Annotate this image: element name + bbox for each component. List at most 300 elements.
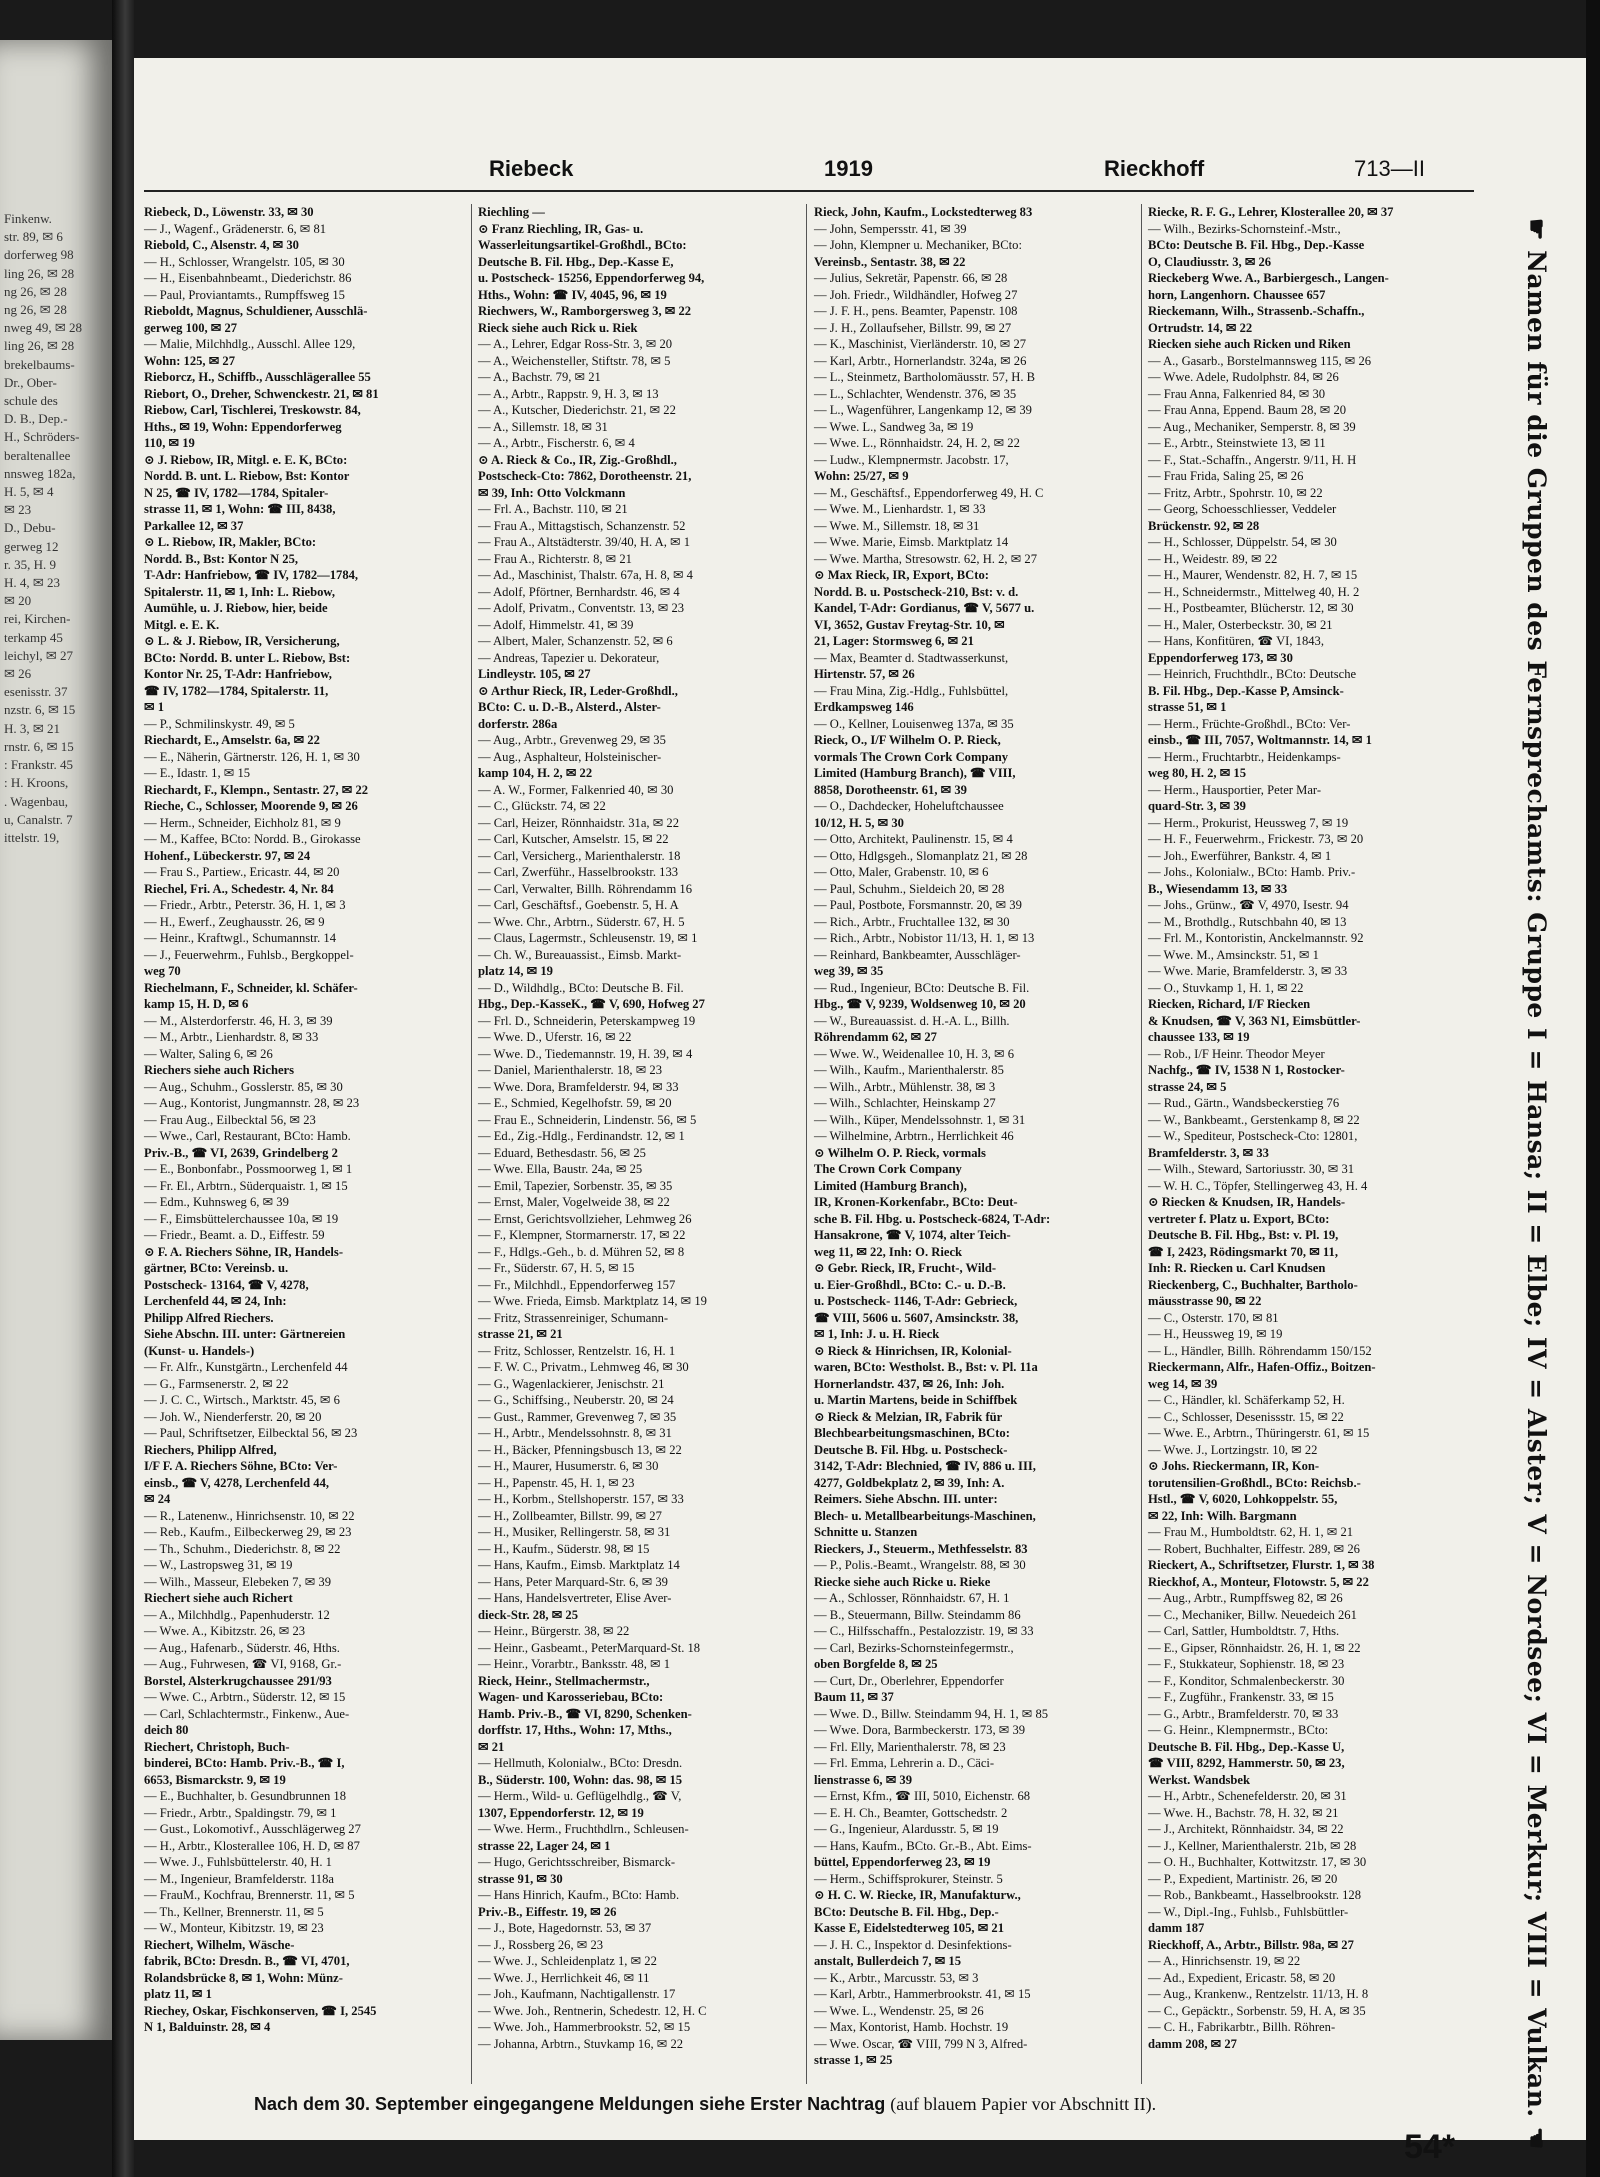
directory-entry-line: Hbg., ☎ V, 9239, Woldsenweg 10, ✉ 20 [814, 997, 1026, 1011]
directory-entry-line: — Wwe. Oscar, ☎ VIII, 799 N 3, Alfred- [814, 2036, 1028, 2051]
directory-entry-line: — F. W. C., Privatm., Lehmweg 46, ✉ 30 [478, 1360, 689, 1374]
directory-entry-line: strasse 24, ✉ 5 [1148, 1079, 1227, 1094]
directory-entry-line: einsb., ☎ V, 4278, Lerchenfeld 44, [144, 1475, 330, 1490]
directory-entry-line: Limited (Hamburg Branch), [814, 1178, 967, 1193]
directory-entry-line: — Friedr., Arbtr., Peterstr. 36, H. 1, ✉ 3 [144, 898, 346, 912]
directory-entry-line: ✉ 1, Inh: J. u. H. Rieck [814, 1327, 940, 1341]
directory-entry-line: — H., Maurer, Wendenstr. 82, H. 7, ✉ 15 [1148, 568, 1358, 582]
directory-entry-line: Kandel, T-Adr: Gordianus, ☎ V, 5677 u. [814, 601, 1035, 615]
directory-entry-line: — Wwe. Marie, Eimsb. Marktplatz 14 [814, 535, 1009, 549]
directory-entry-line: Riebold, C., Alsenstr. 4, ✉ 30 [144, 238, 299, 252]
directory-entry-line: — O., Dachdecker, Hoheluftchaussee [814, 799, 1004, 813]
directory-entry-line: Rieckert, A., Schriftsetzer, Flurstr. 1, ✉ 38 [1148, 1558, 1375, 1572]
directory-entry-line: Kasse E, Eidelstedterweg 105, ✉ 21 [814, 1921, 1004, 1935]
directory-entry-line: — H., Schlosser, Düppelstr. 54, ✉ 30 [1148, 535, 1337, 549]
directory-entry-line: strasse 11, ✉ 1, Wohn: ☎ III, 8438, [144, 502, 336, 516]
directory-entry-line: Rieche, C., Schlosser, Moorende 9, ✉ 26 [144, 799, 358, 813]
directory-entry-line: damm 187 [1148, 1921, 1205, 1935]
directory-entry-line: Blechbearbeitungsmaschinen, BCto: [814, 1426, 1010, 1440]
directory-entry-line: — Wwe. Frieda, Eimsb. Marktplatz 14, ✉ 19 [478, 1294, 707, 1308]
directory-entry-line: Riechers, Philipp Alfred, [144, 1442, 277, 1457]
directory-entry-line: dorffstr. 17, Hths., Wohn: 17, Mths., [478, 1723, 672, 1737]
directory-entry-line: — Hellmuth, Kolonialw., BCto: Dresdn. [478, 1756, 683, 1770]
directory-entry-line: Rieck, O., I/F Wilhelm O. P. Rieck, [814, 733, 1001, 747]
directory-entry-line: — Claus, Lagermstr., Schleusenstr. 19, ✉ 1 [478, 931, 698, 945]
directory-entry-line: Inh: R. Riecken u. Carl Knudsen [1148, 1261, 1326, 1275]
directory-entry-line: — J., Rossberg 26, ✉ 23 [478, 1937, 604, 1952]
directory-entry-line: — Wwe. Ella, Baustr. 24a, ✉ 25 [478, 1162, 643, 1176]
directory-entry-line: Priv.-B., ☎ VI, 2639, Grindelberg 2 [144, 1145, 338, 1160]
directory-entry-line: — Herm., Früchte-Großhdl., BCto: Ver- [1148, 716, 1351, 731]
directory-entry-line: — Frl. Elly, Marienthalerstr. 78, ✉ 23 [814, 1739, 1006, 1754]
directory-entry-line: — Wwe. Herm., Fruchthdlrn., Schleusen- [478, 1822, 689, 1836]
directory-entry-line: 3142, T-Adr: Blechnied, ☎ IV, 886 u. III, [814, 1459, 1036, 1473]
directory-entry-line: Rieboldt, Magnus, Schuldiener, Ausschlä- [144, 304, 368, 318]
book-gutter [112, 0, 134, 2177]
directory-entry-line: — Paul, Schriftsetzer, Eilbecktal 56, ✉ 23 [144, 1426, 358, 1440]
directory-entry-line: — Wwe. W., Weidenallee 10, H. 3, ✉ 6 [814, 1046, 1015, 1061]
directory-entry-line: weg 11, ✉ 22, Inh: O. Rieck [814, 1244, 963, 1259]
directory-entry-line: — A., Kutscher, Diederichstr. 21, ✉ 22 [478, 403, 676, 417]
directory-entry-line: Nordd. B. unt. L. Riebow, Bst: Kontor [144, 469, 350, 483]
directory-entry-line: — A., Milchhdlg., Papenhuderstr. 12 [144, 1607, 330, 1622]
directory-entry-line: Rieckenberg, C., Buchhalter, Bartholo- [1148, 1277, 1358, 1292]
directory-entry-line: deich 80 [144, 1723, 189, 1737]
directory-entry-line: 1307, Eppendorferstr. 12, ✉ 19 [478, 1805, 644, 1820]
directory-entry-line: — Joh. Friedr., Wildhändler, Hofweg 27 [814, 287, 1018, 302]
directory-entry-line: — Johanna, Arbtrn., Stuvkamp 16, ✉ 22 [478, 2036, 684, 2051]
column-divider [806, 204, 807, 2084]
directory-entry-line: — Adolf, Privatm., Conventstr. 13, ✉ 23 [478, 601, 685, 615]
directory-entry-line: — Reinhard, Bankbeamter, Ausschläger- [814, 947, 1021, 962]
directory-entry-line: — Frau E., Schneiderin, Lindenstr. 56, ✉ 5 [478, 1112, 697, 1127]
adjacent-page-line: D., Debu- [4, 520, 56, 536]
adjacent-page-line: H., Schröders- [4, 429, 80, 445]
adjacent-page-line: dorferweg 98 [4, 247, 74, 263]
directory-entry-line: Ortrudstr. 14, ✉ 22 [1148, 320, 1253, 335]
directory-entry-line: — C., Mechaniker, Billw. Neuedeich 261 [1148, 1607, 1357, 1622]
directory-entry-line: — John, Sempersstr. 41, ✉ 39 [814, 221, 967, 236]
directory-entry-line: — Wwe. E., Arbtrn., Thüringerstr. 61, ✉ 15 [1148, 1426, 1370, 1440]
column-divider [471, 204, 472, 2084]
directory-entry-line: Deutsche B. Fil. Hbg., Bst: v. Pl. 19, [1148, 1228, 1339, 1242]
directory-entry-line: ☎ IV, 1782—1784, Spitalerstr. 11, [144, 683, 329, 698]
directory-entry-line: — Wwe. M., Amsinckstr. 51, ✉ 1 [1148, 947, 1319, 962]
directory-entry-line: u. Eier-Großhdl., BCto: C.- u. D.-B. [814, 1277, 1006, 1292]
adjacent-page-line: ittelstr. 19, [4, 829, 60, 845]
directory-entry-line: The Crown Cork Company [814, 1162, 962, 1176]
directory-entry-line: — C., Hilfsschaffn., Pestalozzistr. 19, ✉ 33 [814, 1624, 1034, 1638]
directory-entry-line: Riechert, Christoph, Buch- [144, 1739, 290, 1754]
directory-entry-line: — Wwe. H., Bachstr. 78, H. 32, ✉ 21 [1148, 1805, 1339, 1820]
directory-entry-line: — Curt, Dr., Oberlehrer, Eppendorfer [814, 1673, 1004, 1688]
directory-entry-line: ⊙ Max Rieck, IR, Export, BCto: [814, 568, 989, 582]
directory-entry-line: — Hans, Kaufm., BCto. Gr.-B., Abt. Eims- [814, 1838, 1032, 1853]
adjacent-page-line: brekelbaums- [4, 356, 75, 372]
footer-note: (auf blauem Papier vor Abschnitt II). [890, 2094, 1157, 2114]
directory-entry-line: — H., Kaufm., Süderstr. 98, ✉ 15 [478, 1541, 650, 1556]
directory-entry-line: — W., Bureauassist. d. H.-A. L., Billh. [814, 1013, 1010, 1028]
directory-entry-line: — J. H., Zollaufseher, Billstr. 99, ✉ 27 [814, 320, 1012, 335]
directory-entry-line: — A., Arbtr., Fischerstr. 6, ✉ 4 [478, 436, 635, 450]
directory-entry-line: Riechardt, E., Amselstr. 6a, ✉ 22 [144, 733, 320, 747]
directory-entry-line: Hbg., Dep.-KasseK., ☎ V, 690, Hofweg 27 [478, 997, 705, 1011]
directory-entry-line: Parkallee 12, ✉ 37 [144, 518, 244, 533]
directory-entry-line: — B., Steuermann, Billw. Steindamm 86 [814, 1607, 1021, 1622]
directory-entry-line: — O., Stuvkamp 1, H. 1, ✉ 22 [1148, 980, 1304, 995]
adjacent-page-line: leichyl, ✉ 27 [4, 647, 74, 663]
directory-entry-line: — Frau A., Altstädterstr. 39/40, H. A, ✉ 1 [478, 535, 691, 549]
directory-entry-line: ✉ 21 [478, 1739, 505, 1754]
column-divider [1141, 204, 1142, 2084]
adjacent-page-fragment [0, 40, 112, 2040]
directory-entry-line: — Karl, Arbtr., Hammerbrookstr. 41, ✉ 15 [814, 1987, 1031, 2001]
adjacent-page-line: ✉ 23 [4, 502, 32, 518]
directory-entry-line: Riechert siehe auch Richert [144, 1591, 293, 1605]
directory-entry-line: — C. H., Fabrikarbtr., Billh. Röhren- [1148, 2020, 1336, 2034]
directory-entry-line: — Johs., Grünw., ☎ V, 4970, Isestr. 94 [1148, 898, 1349, 912]
directory-entry-line: — M., Ingenieur, Bramfelderstr. 118a [144, 1871, 334, 1886]
directory-entry-line: — J. H. C., Inspektor d. Desinfektions- [814, 1937, 1012, 1952]
directory-entry-line: Rieck, Heinr., Stellmachermstr., [478, 1673, 650, 1688]
directory-entry-line: — F., Klempner, Stormarnerstr. 17, ✉ 22 [478, 1228, 686, 1242]
adjacent-page-line: . Wagenbau, [4, 793, 69, 809]
directory-entry-line: — Emil, Tapezier, Sorbenstr. 35, ✉ 35 [478, 1178, 673, 1193]
directory-entry-line: — Friedr., Arbtr., Spaldingstr. 79, ✉ 1 [144, 1805, 337, 1820]
adjacent-page-line: r. 35, H. 9 [4, 556, 56, 572]
directory-entry-line: — Wwe. J., Lortzingstr. 10, ✉ 22 [1148, 1442, 1318, 1457]
directory-entry-line: — Wwe. Dora, Barmbeckerstr. 173, ✉ 39 [814, 1723, 1026, 1737]
directory-entry-line: — H., Zollbeamter, Billstr. 99, ✉ 27 [478, 1508, 662, 1523]
directory-entry-line: — Paul, Postbote, Forsmannstr. 20, ✉ 39 [814, 898, 1022, 912]
directory-entry-line: Rieckhof, A., Monteur, Flotowstr. 5, ✉ 22 [1148, 1574, 1369, 1589]
directory-entry-line: B. Fil. Hbg., Dep.-Kasse P, Amsinck- [1148, 683, 1344, 698]
directory-entry-line: O, Claudiusstr. 3, ✉ 26 [1148, 254, 1272, 269]
directory-entry-line: — Albert, Maler, Schanzenstr. 52, ✉ 6 [478, 634, 673, 648]
footer-notice: Nach dem 30. September eingegangene Meldungen siehe Erster Nachtrag [254, 2094, 886, 2114]
directory-entry-line: gärtner, BCto: Vereinsb. u. [144, 1261, 289, 1275]
directory-entry-line: — Herm., Fruchtarbtr., Heidenkamps- [1148, 749, 1341, 764]
directory-entry-line: Rieck, John, Kaufm., Lockstedterweg 83 [814, 205, 1033, 219]
directory-entry-line: weg 70 [144, 964, 181, 978]
directory-entry-line: — W., Lastropsweg 31, ✉ 19 [144, 1558, 293, 1572]
directory-entry-line: fabrik, BCto: Dresdn. B., ☎ VI, 4701, [144, 1954, 350, 1968]
directory-entry-line: Deutsche B. Fil. Hbg., Dep.-Kasse U, [1148, 1739, 1345, 1754]
directory-entry-line: — J., Kellner, Marienthalerstr. 21b, ✉ 28 [1148, 1838, 1357, 1853]
directory-entry-line: — R., Latenenw., Hinrichsenstr. 10, ✉ 22 [144, 1508, 355, 1523]
directory-entry-line: — W., Bankbeamt., Gerstenkamp 8, ✉ 22 [1148, 1112, 1360, 1127]
directory-entry-line: strasse 51, ✉ 1 [1148, 700, 1227, 714]
directory-entry-line: — Rich., Arbtr., Fruchtallee 132, ✉ 30 [814, 914, 1010, 929]
directory-entry-line: Rolandsbrücke 8, ✉ 1, Wohn: Münz- [144, 1970, 343, 1985]
directory-entry-line: — A., Schlosser, Rönnhaidstr. 67, H. 1 [814, 1591, 1010, 1605]
adjacent-page-line: u, Canalstr. 7 [4, 811, 73, 827]
adjacent-page-line: ling 26, ✉ 28 [4, 265, 75, 281]
directory-entry-line: — Carl, Kutscher, Amselstr. 15, ✉ 22 [478, 832, 669, 846]
directory-entry-line: — Frl. A., Bachstr. 110, ✉ 21 [478, 502, 628, 516]
directory-entry-line: — Otto, Maler, Grabenstr. 10, ✉ 6 [814, 865, 989, 879]
directory-column-2 [478, 204, 800, 2084]
directory-entry-line: — Paul, Proviantamts., Rumpffsweg 15 [144, 287, 345, 302]
directory-entry-line: u. Martin Martens, beide in Schiffbek [814, 1393, 1018, 1407]
directory-entry-line: — M., Brothdlg., Rutschbahn 40, ✉ 13 [1148, 914, 1347, 929]
directory-entry-line: — Hans, Handelsvertreter, Elise Aver- [478, 1591, 672, 1605]
directory-entry-line: — Wwe. J., Fuhlsbüttelerstr. 40, H. 1 [144, 1855, 332, 1869]
directory-entry-line: — Hans Hinrich, Kaufm., BCto: Hamb. [478, 1888, 680, 1902]
directory-entry-line: Hirtenstr. 57, ✉ 26 [814, 667, 915, 681]
directory-entry-line: Siehe Abschn. III. unter: Gärtnereien [144, 1327, 346, 1341]
directory-entry-line: Hstl., ☎ V, 6020, Lohkoppelstr. 55, [1148, 1492, 1338, 1506]
directory-entry-line: Aumühle, u. J. Riebow, hier, beide [144, 601, 328, 615]
directory-entry-line: — Carl, Bezirks-Schornsteinfegermstr., [814, 1640, 1014, 1655]
directory-entry-line: Riechardt, F., Klempn., Sentastr. 27, ✉ 22 [144, 782, 369, 797]
directory-entry-line: Kontor Nr. 25, T-Adr: Hanfriebow, [144, 667, 332, 681]
directory-entry-line: — M., Alsterdorferstr. 46, H. 3, ✉ 39 [144, 1013, 333, 1028]
directory-entry-line: 10/12, H. 5, ✉ 30 [814, 815, 904, 830]
directory-entry-line: Wohn: 25/27, ✉ 9 [814, 469, 909, 483]
directory-entry-line: Mitgl. e. E. K. [144, 617, 220, 632]
directory-entry-line: — A., Bachstr. 79, ✉ 21 [478, 370, 601, 384]
directory-entry-line: — Aug., Hafenarb., Süderstr. 46, Hths. [144, 1640, 340, 1655]
directory-entry-line: Baum 11, ✉ 37 [814, 1690, 894, 1704]
directory-entry-line: Riechers siehe auch Richers [144, 1063, 295, 1077]
directory-entry-line: Philipp Alfred Riechers. [144, 1310, 274, 1325]
directory-entry-line: dorferstr. 286a [478, 716, 558, 731]
directory-entry-line: — E., Näherin, Gärtnerstr. 126, H. 1, ✉ 30 [144, 749, 360, 764]
directory-column-1 [144, 204, 466, 2084]
directory-entry-line: ⊙ H. C. W. Riecke, IR, Manufakturw., [814, 1888, 1021, 1902]
directory-entry-line: ⊙ J. Riebow, IR, Mitgl. e. E. K, BCto: [144, 452, 348, 467]
directory-entry-line: Hansakrone, ☎ V, 1074, alter Teich- [814, 1228, 1011, 1242]
directory-entry-line: dieck-Str. 28, ✉ 25 [478, 1607, 578, 1622]
directory-entry-line: — H., Korbm., Stellshoperstr. 157, ✉ 33 [478, 1492, 684, 1506]
directory-entry-line: — Herm., Prokurist, Heussweg 7, ✉ 19 [1148, 815, 1349, 830]
directory-entry-line: — Frau S., Partiew., Ericastr. 44, ✉ 20 [144, 865, 340, 879]
directory-entry-line: — Hans, Kaufm., Eimsb. Marktplatz 14 [478, 1558, 680, 1572]
directory-entry-line: Werkst. Wandsbek [1148, 1772, 1250, 1787]
directory-entry-line: — Carl, Zwerführ., Hasselbrookstr. 133 [478, 865, 679, 879]
directory-entry-line: — F., Zugführ., Frankenstr. 33, ✉ 15 [1148, 1690, 1334, 1704]
directory-entry-line: — Th., Schuhm., Diederichstr. 8, ✉ 22 [144, 1541, 341, 1556]
directory-entry-line: — Fritz, Strassenreiniger, Schumann- [478, 1310, 669, 1325]
directory-entry-line: — Joh., Kaufmann, Nachtigallenstr. 17 [478, 1987, 676, 2001]
directory-entry-line: Rieckemann, Wilh., Strassenb.-Schaffn., [1148, 304, 1365, 318]
directory-entry-line: — Fr. Alfr., Kunstgärtn., Lerchenfeld 44 [144, 1360, 348, 1374]
directory-entry-line: — Rob., I/F Heinr. Theodor Meyer [1148, 1046, 1325, 1061]
directory-entry-line: — M., Geschäftsf., Eppendorferweg 49, H. C [814, 485, 1044, 500]
directory-entry-line: — Ludw., Klempnermstr. Jacobstr. 17, [814, 452, 1009, 467]
directory-entry-line: — Wwe. A., Kibitzstr. 26, ✉ 23 [144, 1624, 306, 1638]
directory-entry-line: Eppendorferweg 173, ✉ 30 [1148, 650, 1293, 665]
adjacent-page-line: ✉ 20 [4, 593, 32, 609]
directory-entry-line: — G., Wagenlackierer, Jenischstr. 21 [478, 1376, 665, 1391]
directory-entry-line: — H., Maurer, Husumerstr. 6, ✉ 30 [478, 1459, 659, 1473]
directory-entry-line: — Wwe. Joh., Rentnerin, Schedestr. 12, H. C [478, 2003, 707, 2018]
directory-entry-line: VI, 3652, Gustav Freytag-Str. 10, ✉ [814, 617, 1005, 632]
directory-entry-line: — H., Arbtr., Mendelssohnstr. 8, ✉ 31 [478, 1426, 672, 1440]
adjacent-page-line: beraltenallee [4, 447, 71, 463]
directory-entry-line: Riecke siehe auch Ricke u. Rieke [814, 1574, 991, 1589]
directory-entry-line: — Herm., Schiffsprokurer, Steinstr. 5 [814, 1871, 1003, 1886]
directory-entry-line: 4277, Goldbekplatz 2, ✉ 39, Inh: A. [814, 1475, 1005, 1490]
directory-entry-line: B., Wiesendamm 13, ✉ 33 [1148, 881, 1288, 896]
directory-entry-line: — L., Steinmetz, Bartholomäusstr. 57, H. B [814, 370, 1036, 384]
directory-entry-line: — Wwe. J., Herrlichkeit 46, ✉ 11 [478, 1970, 650, 1985]
directory-entry-line: — A., Gasarb., Borstelmannsweg 115, ✉ 26 [1148, 353, 1372, 368]
directory-entry-line: — Aug., Asphalteur, Holsteinischer- [478, 749, 662, 764]
adjacent-page-line: ng 26, ✉ 28 [4, 283, 67, 299]
directory-entry-line: — Ernst, Gerichtsvollzieher, Lehmweg 26 [478, 1211, 692, 1226]
directory-entry-line: — Wwe. Joh., Hammerbrookstr. 52, ✉ 15 [478, 2020, 691, 2034]
directory-entry-line: — Carl, Versicherg., Marienthalerstr. 18 [478, 848, 681, 863]
directory-entry-line: — Carl, Schlachtermstr., Finkenw., Aue- [144, 1706, 350, 1721]
directory-entry-line: Röhrendamm 62, ✉ 27 [814, 1030, 937, 1044]
directory-entry-line: — G., Ingenieur, Alardusstr. 5, ✉ 19 [814, 1822, 999, 1836]
directory-entry-line: — Ad., Expedient, Ericastr. 58, ✉ 20 [1148, 1970, 1336, 1985]
directory-entry-line: Hohenf., Lübeckerstr. 97, ✉ 24 [144, 848, 311, 863]
directory-entry-line: chaussee 133, ✉ 19 [1148, 1030, 1250, 1044]
directory-entry-line: Priv.-B., Eiffestr. 19, ✉ 26 [478, 1904, 617, 1919]
directory-entry-line: — Andreas, Tapezier u. Dekorateur, [478, 650, 660, 665]
adjacent-page-line: rei, Kirchen- [4, 611, 71, 627]
directory-entry-line: — Frau Anna, Eppend. Baum 28, ✉ 20 [1148, 403, 1347, 417]
adjacent-page-line: nzstr. 6, ✉ 15 [4, 702, 76, 718]
directory-entry-line: T-Adr: Hanfriebow, ☎ IV, 1782—1784, [144, 568, 359, 582]
directory-entry-line: — Otto, Hdlgsgeh., Slomanplatz 21, ✉ 28 [814, 848, 1028, 863]
directory-entry-line: — Fr., Milchhdl., Eppendorferweg 157 [478, 1277, 676, 1292]
directory-entry-line: ⊙ Riecken & Knudsen, IR, Handels- [1148, 1195, 1346, 1209]
directory-entry-line: — Hugo, Gerichtsschreiber, Bismarck- [478, 1855, 676, 1869]
directory-entry-line: — Georg, Schoesschliesser, Veddeler [1148, 502, 1337, 516]
directory-entry-line: — G., Arbtr., Bramfelderstr. 70, ✉ 33 [1148, 1706, 1339, 1721]
directory-entry-line: — Fritz, Arbtr., Spohrstr. 10, ✉ 22 [1148, 485, 1323, 500]
directory-entry-line: Lerchenfeld 44, ✉ 24, Inh: [144, 1294, 287, 1308]
directory-entry-line: — Wwe. D., Uferstr. 16, ✉ 22 [478, 1030, 632, 1044]
directory-entry-line: damm 208, ✉ 27 [1148, 2036, 1237, 2051]
directory-entry-line: mäusstrasse 90, ✉ 22 [1148, 1294, 1262, 1308]
directory-entry-line: platz 14, ✉ 19 [478, 964, 553, 978]
directory-entry-line: — Heinr., Vorarbtr., Banksstr. 48, ✉ 1 [478, 1657, 670, 1671]
directory-page [134, 58, 1586, 2166]
directory-entry-line: Postscheck-Cto: 7862, Dorotheenstr. 21, [478, 469, 692, 483]
directory-entry-line: — Ch. W., Bureauassist., Eimsb. Markt- [478, 947, 682, 962]
header-first-name: Riebeck [489, 156, 574, 181]
directory-entry-line: — A., Hinrichsenstr. 19, ✉ 22 [1148, 1954, 1301, 1968]
directory-entry-line: Brückenstr. 92, ✉ 28 [1148, 518, 1260, 533]
directory-entry-line: — H., Maler, Osterbeckstr. 30, ✉ 21 [1148, 617, 1333, 632]
directory-entry-line: Wasserleitungsartikel-Großhdl., BCto: [478, 238, 687, 252]
directory-entry-line: — Wwe. Martha, Stresowstr. 62, H. 2, ✉ 27 [814, 551, 1037, 566]
directory-entry-line: — Frau Mina, Zig.-Hdlg., Fuhlsbüttel, [814, 683, 1009, 698]
directory-entry-line: — J. C. C., Wirtsch., Marktstr. 45, ✉ 6 [144, 1393, 340, 1407]
directory-entry-line: — Frau Aug., Eilbecktal 56, ✉ 23 [144, 1112, 316, 1127]
directory-entry-line: waren, BCto: Westholst. B., Bst: v. Pl. 11a [814, 1360, 1038, 1374]
directory-entry-line: — A., Arbtr., Rappstr. 9, H. 3, ✉ 13 [478, 386, 659, 401]
directory-entry-line: — Wwe. Marie, Bramfelderstr. 3, ✉ 33 [1148, 964, 1348, 978]
directory-entry-line: IR, Kronen-Korkenfabr., BCto: Deut- [814, 1195, 1018, 1209]
directory-entry-line: Riechwers, W., Ramborgersweg 3, ✉ 22 [478, 304, 692, 318]
directory-entry-line: 8858, Dorotheenstr. 61, ✉ 39 [814, 782, 967, 797]
directory-entry-line: — C., Händler, kl. Schäferkamp 52, H. [1148, 1393, 1345, 1407]
directory-entry-line: — Frau A., Mittagstisch, Schanzenstr. 52 [478, 518, 686, 533]
directory-entry-line: ⊙ Wilhelm O. P. Rieck, vormals [814, 1145, 986, 1160]
directory-entry-line: — H., Schneidermstr., Mittelweg 40, H. 2 [1148, 584, 1360, 599]
directory-entry-line: — Fr. El., Arbtrn., Süderquaistr. 1, ✉ 15 [144, 1178, 348, 1193]
page-header [134, 156, 1474, 190]
directory-entry-line: einsb., ☎ III, 7057, Woltmannstr. 14, ✉ 1 [1148, 733, 1372, 747]
directory-entry-line: Hamb. Priv.-B., ☎ VI, 8290, Schenken- [478, 1706, 692, 1721]
adjacent-page-line: nnsweg 182a, [4, 465, 76, 481]
directory-entry-line: — Herm., Hausportier, Peter Mar- [1148, 782, 1322, 797]
directory-entry-line: kamp 104, H. 2, ✉ 22 [478, 766, 593, 780]
directory-entry-line: — O., Kellner, Louisenweg 137a, ✉ 35 [814, 716, 1014, 731]
directory-entry-line: — Max, Beamter d. Stadtwasserkunst, [814, 650, 1009, 665]
directory-entry-line: ⊙ L. & J. Riebow, IR, Versicherung, [144, 634, 340, 648]
directory-entry-line: — Carl, Verwalter, Billh. Röhrendamm 16 [478, 881, 693, 896]
page-footer [254, 2094, 1454, 2115]
directory-entry-line: — Wwe. C., Arbtrn., Süderstr. 12, ✉ 15 [144, 1690, 346, 1704]
adjacent-page-line: ng 26, ✉ 28 [4, 302, 67, 318]
directory-entry-line: kamp 15, H. D, ✉ 6 [144, 997, 249, 1011]
directory-entry-line: — H., Heussweg 19, ✉ 19 [1148, 1327, 1283, 1341]
directory-entry-line: — M., Kaffee, BCto: Nordd. B., Girokasse [144, 832, 361, 846]
directory-entry-line: Riebow, Carl, Tischlerei, Treskowstr. 84, [144, 403, 361, 417]
directory-entry-line: — H., Weidestr. 89, ✉ 22 [1148, 551, 1278, 566]
directory-entry-line: u. Postscheck- 15256, Eppendorferweg 94, [478, 271, 705, 285]
directory-entry-line: ⊙ Franz Riechling, IR, Gas- u. [478, 221, 644, 236]
directory-entry-line: — Ed., Zig.-Hdlg., Ferdinandstr. 12, ✉ 1 [478, 1129, 685, 1143]
directory-entry-line: BCto: Deutsche B. Fil. Hbg., Dep.- [814, 1904, 999, 1919]
directory-entry-line: — J., Bote, Hagedornstr. 53, ✉ 37 [478, 1921, 652, 1935]
adjacent-page-line: H. 4, ✉ 23 [4, 575, 61, 591]
directory-entry-line: — Adolf, Himmelstr. 41, ✉ 39 [478, 617, 634, 632]
directory-entry-line: — Wwe. L., Wendenstr. 25, ✉ 26 [814, 2003, 984, 2018]
directory-entry-line: Bramfelderstr. 3, ✉ 33 [1148, 1145, 1269, 1160]
directory-entry-line: — C., Gepäcktr., Sorbenstr. 59, H. A, ✉ 35 [1148, 2003, 1366, 2018]
directory-entry-line: — J., Feuerwehrm., Fuhlsb., Bergkoppel- [144, 947, 354, 962]
header-year: 1919 [824, 156, 873, 181]
directory-entry-line: ⊙ Arthur Rieck, IR, Leder-Großhdl., [478, 683, 678, 698]
directory-entry-line: — F., Eimsbüttelerchaussee 10a, ✉ 19 [144, 1211, 339, 1226]
directory-entry-line: torutensilien-Großhdl., BCto: Reichsb.- [1148, 1475, 1361, 1490]
adjacent-page-line: ✉ 26 [4, 666, 32, 682]
directory-entry-line: — G., Schiffsing., Neuberstr. 20, ✉ 24 [478, 1393, 674, 1407]
directory-entry-line: — Fr., Süderstr. 67, H. 5, ✉ 15 [478, 1261, 635, 1275]
directory-entry-line: — Reb., Kaufm., Eilbeckerweg 29, ✉ 23 [144, 1525, 352, 1539]
directory-entry-line: Riechey, Oskar, Fischkonserven, ☎ I, 2545 [144, 2003, 377, 2018]
directory-entry-line: ✉ 22, Inh: Wilh. Bargmann [1148, 1508, 1297, 1523]
directory-entry-line: — Carl, Heizer, Rönnhaidstr. 31a, ✉ 22 [478, 815, 680, 830]
directory-entry-line: — A. W., Former, Falkenried 40, ✉ 30 [478, 782, 674, 797]
directory-entry-line: Nordd. B., Bst: Kontor N 25, [144, 551, 299, 566]
directory-entry-line: BCto: C. u. D.-B., Alsterd., Alster- [478, 700, 661, 714]
directory-entry-line: — P., Schmilinskystr. 49, ✉ 5 [144, 716, 295, 731]
directory-entry-line: — Aug., Schuhm., Gosslerstr. 85, ✉ 30 [144, 1079, 343, 1094]
directory-entry-line: Rieborcz, H., Schiffb., Ausschlägerallee 55 [144, 370, 371, 384]
directory-entry-line: ☎ VIII, 5606 u. 5607, Amsinckstr. 38, [814, 1310, 1019, 1325]
directory-entry-line: 21, Lager: Stormsweg 6, ✉ 21 [814, 634, 974, 648]
directory-entry-line: — Aug., Mechaniker, Semperstr. 8, ✉ 39 [1148, 419, 1356, 434]
directory-entry-line: — E., Schmied, Kegelhofstr. 59, ✉ 20 [478, 1096, 672, 1110]
directory-entry-line: horn, Langenhorn. Chaussee 657 [1148, 287, 1326, 302]
directory-entry-line: weg 39, ✉ 35 [814, 964, 884, 978]
directory-entry-line: — Joh., Ewerführer, Bankstr. 4, ✉ 1 [1148, 848, 1332, 863]
directory-entry-line: — Herm., Wild- u. Geflügelhdlg., ☎ V, [478, 1789, 682, 1803]
directory-entry-line: — L., Händler, Billh. Röhrendamm 150/152 [1148, 1343, 1372, 1358]
header-rule [144, 190, 1474, 192]
directory-entry-line: — Ernst, Kfm., ☎ III, 5010, Eichenstr. 68 [814, 1789, 1031, 1803]
directory-entry-line: — Malie, Milchhdlg., Ausschl. Allee 129, [144, 337, 356, 351]
